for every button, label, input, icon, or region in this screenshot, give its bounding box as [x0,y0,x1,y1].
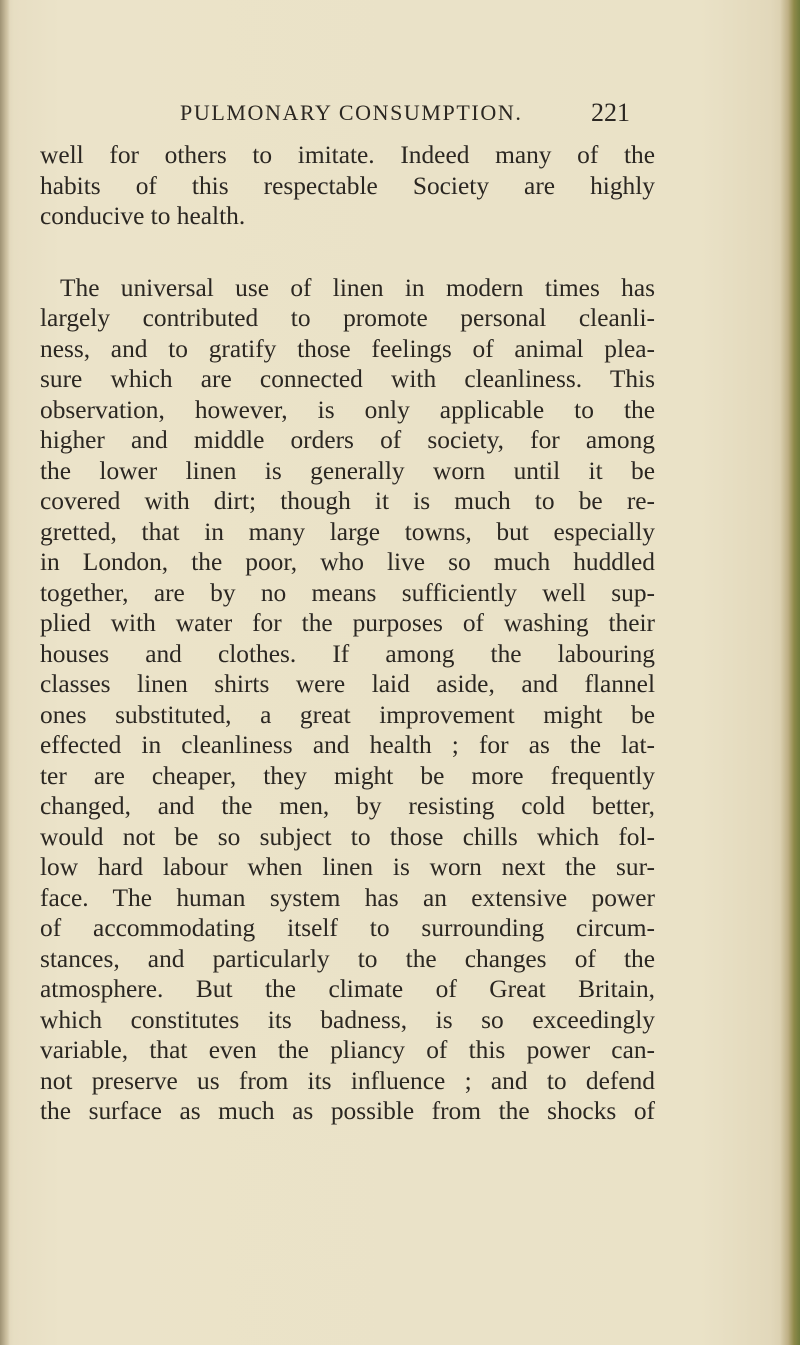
text-line: classes linen shirts were laid aside, and flannel [40,670,655,698]
running-head [180,96,630,130]
text-line: the surface as much as possible from the shocks of [40,1097,655,1125]
text-line: largely contributed to promote personal cleanli- [40,304,655,332]
text-line: would not be so subject to those chills which fol- [40,822,655,851]
text-line: observation, however, is only applicable to the [40,395,655,424]
text-line: gretted, that in many large towns, but especially [40,517,655,546]
text-line: which constitutes its badness, is so exceedingly [40,1005,655,1034]
text-line: well for others to imitate. Indeed many of the [40,141,655,169]
text-line: habits of this respectable Society are highly [40,171,655,200]
text-line: stances, and particularly to the changes of the [40,944,655,973]
page-gutter-shadow [0,0,10,1345]
text-line: conducive to health. [40,202,246,230]
text-line: variable, that even the pliancy of this power can- [40,1036,655,1064]
text-line: plied with water for the purposes of washing their [40,609,655,637]
text-line: effected in cleanliness and health ; for as the lat- [40,731,655,759]
text-line: ness, and to gratify those feelings of animal plea- [40,334,655,363]
text-line: low hard labour when linen is worn next the sur- [40,853,655,881]
text-line: changed, and the men, by resisting cold better, [40,792,655,820]
text-line: of accommodating itself to surrounding circum- [40,914,655,942]
text-line: ones substituted, a great improvement might be [40,700,655,729]
text-line: covered with dirt; though it is much to be re- [40,487,655,515]
text-line: ter are cheaper, they might be more frequently [40,761,655,790]
text-line: higher and middle orders of society, for among [40,426,655,454]
text-line: together, are by no means sufficiently well sup- [40,578,655,607]
text-line: The universal use of linen in modern times has [60,273,655,302]
text-line: in London, the poor, who live so much huddled [40,548,655,576]
text-line: the lower linen is generally worn until it be [40,456,655,485]
text-line: atmosphere. But the climate of Great Britain, [40,975,655,1003]
text-line: face. The human system has an extensive power [40,883,655,912]
page-edge-shadow [780,0,800,1345]
text-line: houses and clothes. If among the labouring [40,639,655,668]
running-title: PULMONARY CONSUMPTION. [180,100,523,125]
page-number: 221 [591,98,630,127]
text-line: sure which are connected with cleanliness. This [40,365,655,393]
paragraph-break [40,232,655,273]
body-text [40,140,655,1127]
text-line: not preserve us from its influence ; and to defend [40,1066,655,1095]
